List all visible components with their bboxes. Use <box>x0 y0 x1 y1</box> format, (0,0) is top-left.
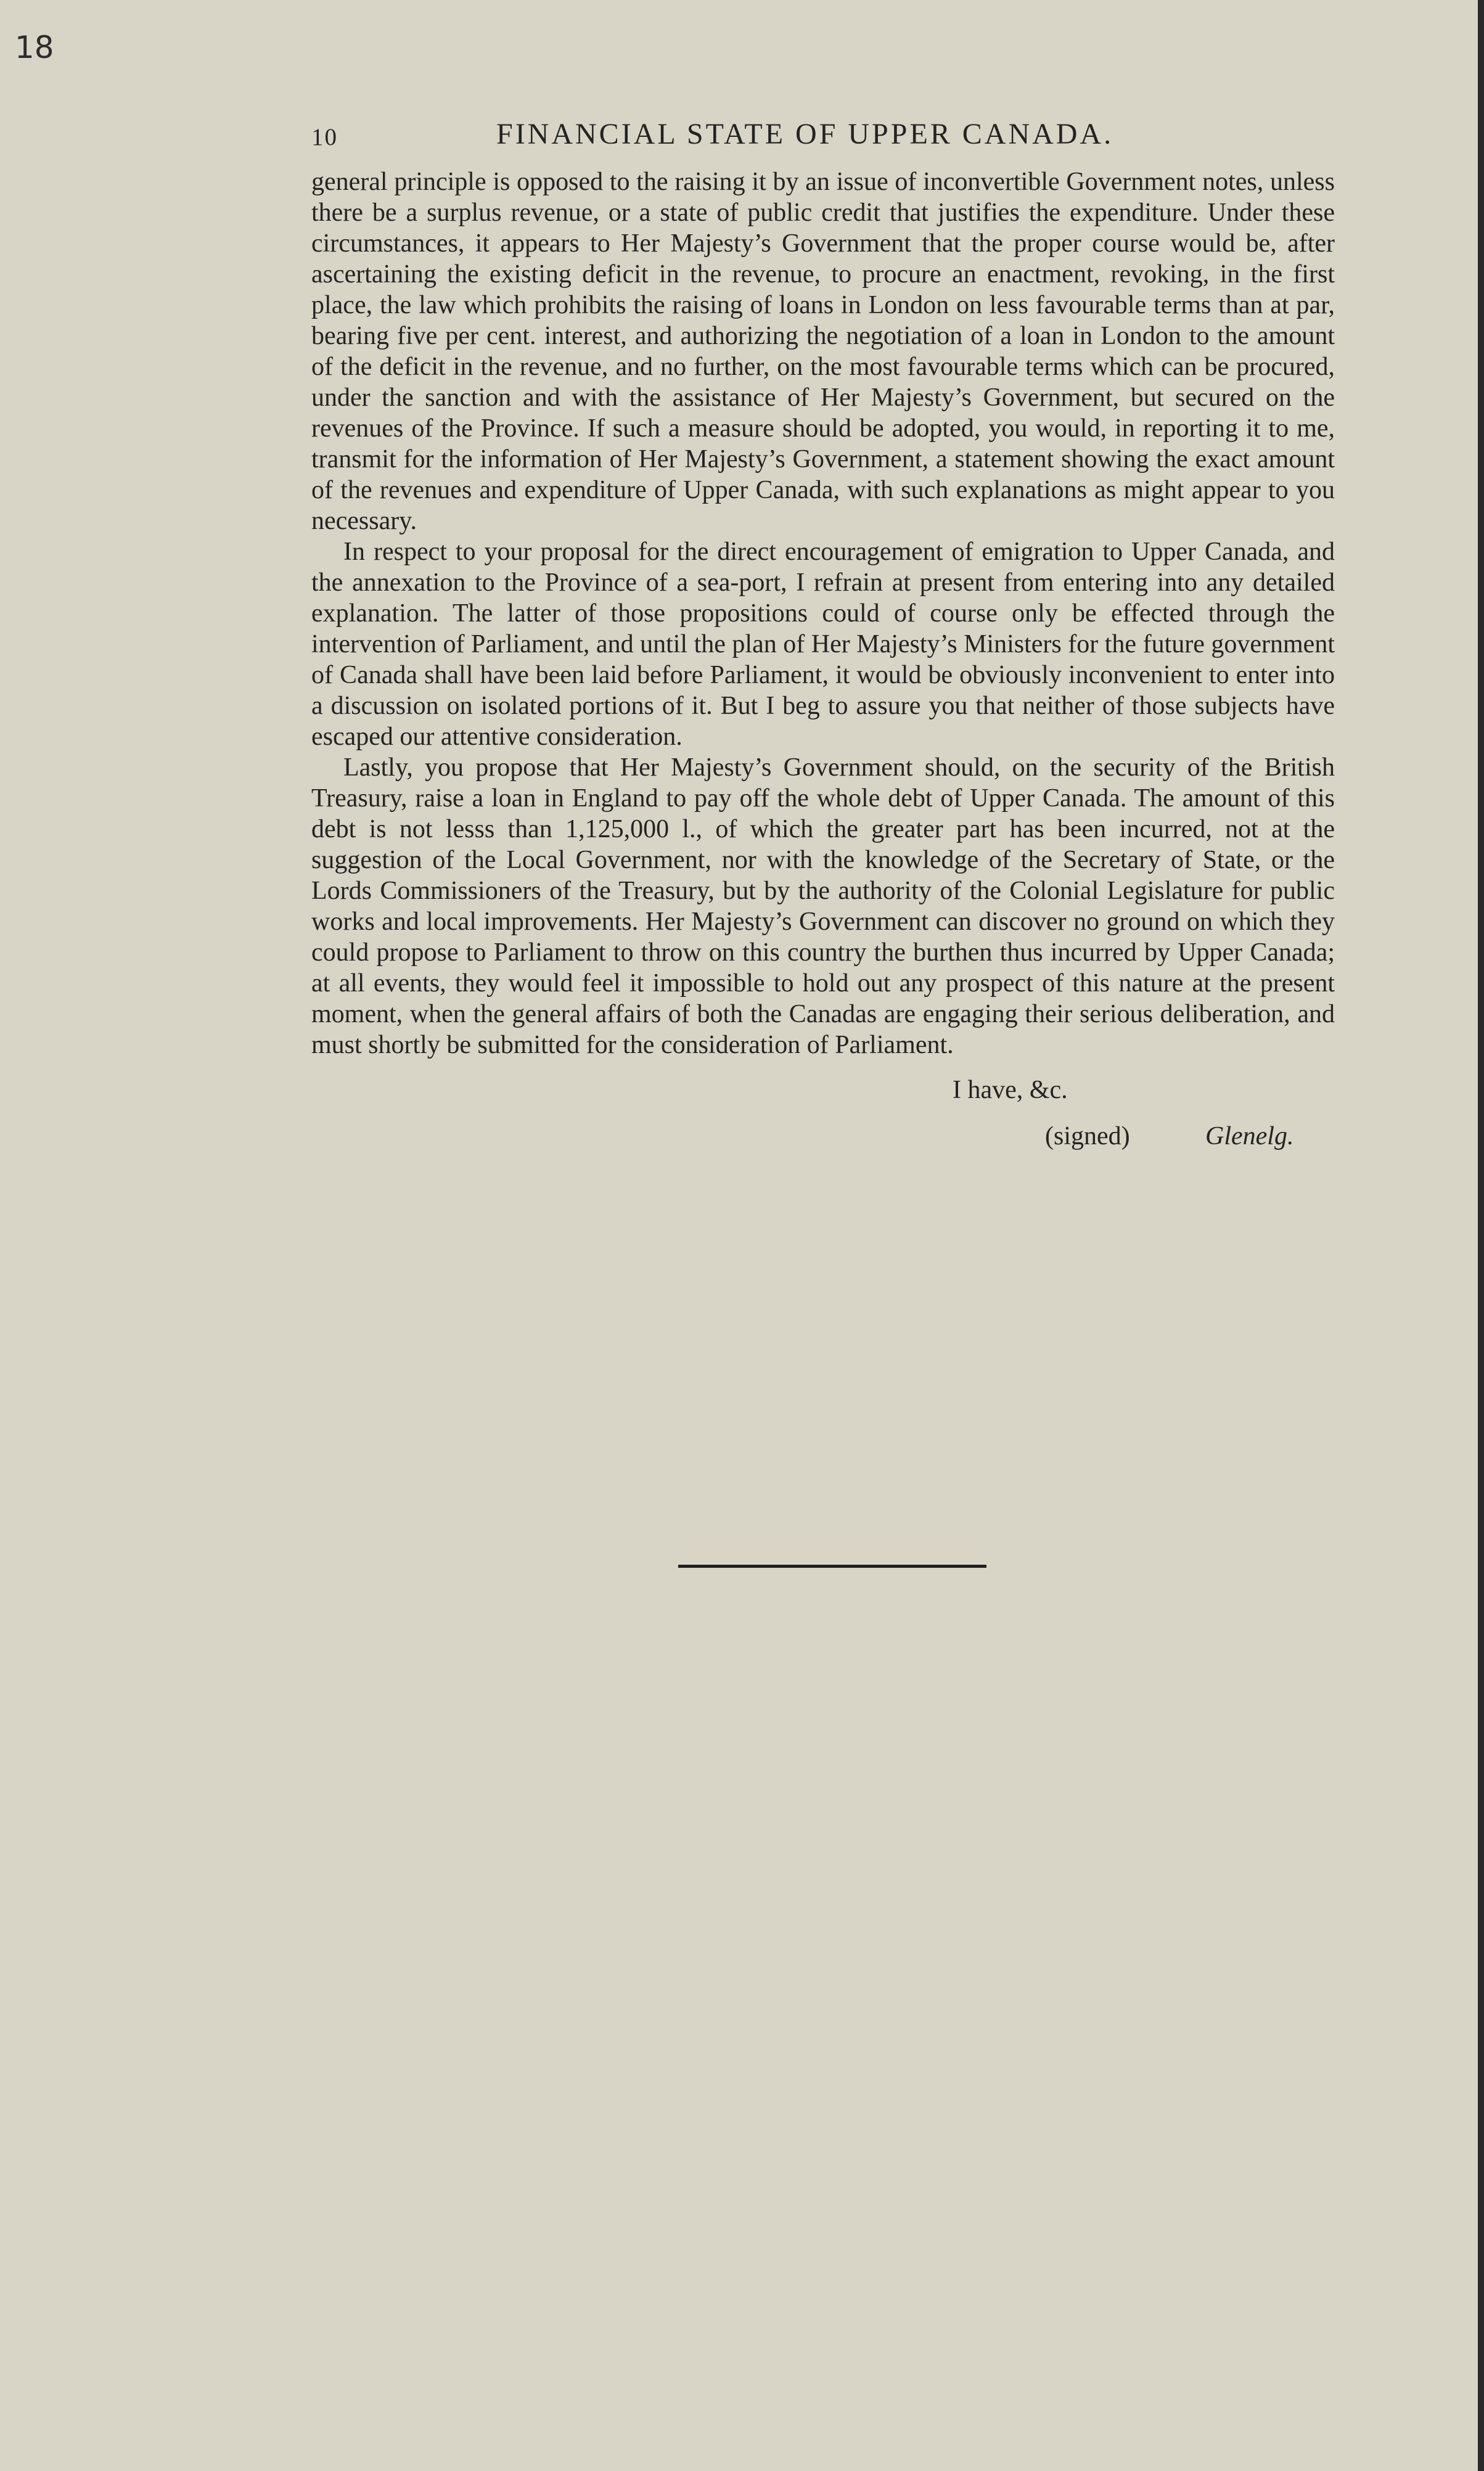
running-title: FINANCIAL STATE OF UPPER CANADA. <box>496 118 1114 150</box>
paragraph-loan: Lastly, you propose that Her Majesty’s Government should, on the security of the British Treasury, raise a loan in England to pay off the whole debt of Upper Canada. The amount of this debt is not lesss than 1,125,000 l., of which the greater part has been incurred, not at the suggestion of the Local Government, nor with the knowledge of the Secretary of State, or the Lords Commissioners of the Treasury, but by the authority of the Colonial Legislature for public works and local improvements. Her Majesty’s Government can discover no ground on which they could propose to Parliament to throw on this country the burthen thus incurred by Upper Canada; at all events, they would feel it impossible to hold out any prospect of this nature at the present moment, when the general affairs of both the Canadas are engaging their serious deliberation, and must shortly be submitted for the consideration of Parliament. <box>311 753 1335 1059</box>
signature: Glenelg. <box>1205 1122 1294 1150</box>
signed-label: (signed) <box>1045 1122 1130 1150</box>
paragraph-emigration: In respect to your proposal for the direct encouragement of emigration to Upper Canada, and the annexation to the Province of a sea-port, I refrain at present from entering into any detailed explanation. The latter of those propositions could of course only be effected through the intervention of Parliament, and until the plan of Her Majesty’s Ministers for the future government of Canada shall have been laid before Parliament, it would be obviously inconvenient to enter into a discussion on isolated portions of it. But I beg to assure you that neither of those subjects have escaped our attentive consideration. <box>311 538 1335 751</box>
section-divider-rule <box>678 1565 986 1568</box>
closing-salutation: I have, &c. <box>953 1076 1068 1104</box>
folio-number: 10 <box>311 124 338 150</box>
letter-body <box>311 166 1335 1060</box>
scan-page-number: 18 <box>15 30 54 65</box>
paragraph-continuation: general principle is opposed to the raising it by an issue of inconvertible Government notes, unless there be a surplus revenue, or a state of public credit that justifies the expenditure. Under these circumstances, it appears to Her Majesty’s Government that the proper course would be, after ascertaining the existing deficit in the revenue, to procure an enactment, revoking, in the first place, the law which prohibits the raising of loans in London on less favourable terms than at par, bearing five per cent. interest, and authorizing the negotiation of a loan in London to the amount of the deficit in the revenue, and no further, on the most favourable terms which can be procured, under the sanction and with the assistance of Her Majesty’s Government, but secured on the revenues of the Province. If such a measure should be adopted, you would, in reporting it to me, transmit for the information of Her Majesty’s Government, a statement showing the exact amount of the revenues and expenditure of Upper Canada, with such explanations as might appear to you necessary. <box>311 168 1335 535</box>
running-head <box>311 117 1335 166</box>
letter-closing <box>311 1075 1335 1174</box>
document-page <box>311 117 1335 1174</box>
scan-edge-shadow <box>1478 0 1484 2471</box>
